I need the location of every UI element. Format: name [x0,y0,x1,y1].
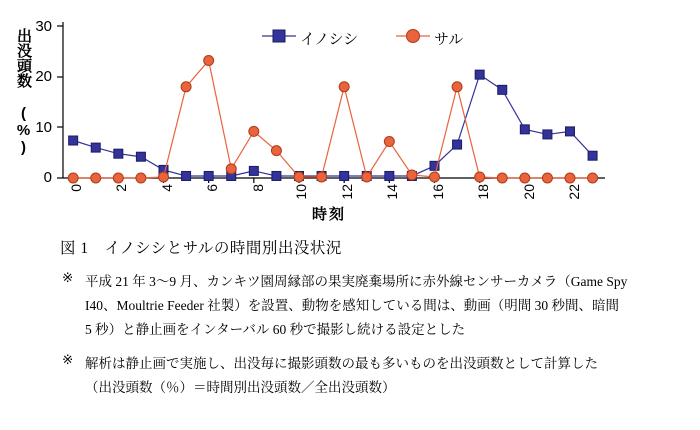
x-tick-14: 14 [384,184,400,200]
x-tick-16: 16 [430,184,446,200]
x-tick-22: 22 [566,184,582,200]
x-tick-18: 18 [475,184,491,200]
legend-label-saru: サル [434,31,464,48]
y-tick-30: 30 [35,18,52,35]
note-2-line-2: （出没頭数（％）＝時間別出没頭数／全出没頭数） [85,380,396,395]
y-axis-ticks [57,26,63,178]
x-tick-12: 12 [339,184,355,200]
series-inoshishi [69,70,597,180]
note-1-line-2: I40、Moultrie Feeder 社製）を設置、動物を感知している間は、動画（明間 30 秒間、暗間 [85,298,619,313]
y-tick-20: 20 [35,68,52,85]
legend-marker-inoshishi [262,30,296,42]
note-2-line-1: 解析は静止画で実施し、出没毎に撮影頭数の最も多いものを出没頭数として計算した [85,356,598,371]
x-tick-4: 4 [159,184,175,192]
note-1-line-1: 平成 21 年 3〜9 月、カンキツ園周縁部の果実廃棄場所に赤外線センサーカメラ（Game Spy [85,274,628,289]
x-tick-2: 2 [113,184,129,192]
figure-caption-title: 図 1 イノシシとサルの時間別出没状況 [60,240,342,257]
x-tick-20: 20 [521,184,537,200]
x-axis-title: 時刻 [312,206,347,223]
y-tick-10: 10 [35,119,52,136]
series-layer [68,55,597,183]
y-tick-0: 0 [43,169,52,186]
note-2-mark: ※ [62,352,74,367]
x-tick-6: 6 [204,184,220,192]
y-axis-title: 出没頭数 (%) [15,28,32,156]
series-saru [68,55,597,183]
x-tick-10: 10 [293,184,309,200]
x-tick-0: 0 [68,184,84,192]
x-tick-8: 8 [250,184,266,192]
note-1-line-3: 5 秒）と静止画をインターバル 60 秒で撮影し続ける設定とした [85,322,466,337]
legend-marker-saru [396,30,430,43]
legend-label-inoshishi: イノシシ [300,31,359,48]
note-1-mark: ※ [62,270,74,285]
